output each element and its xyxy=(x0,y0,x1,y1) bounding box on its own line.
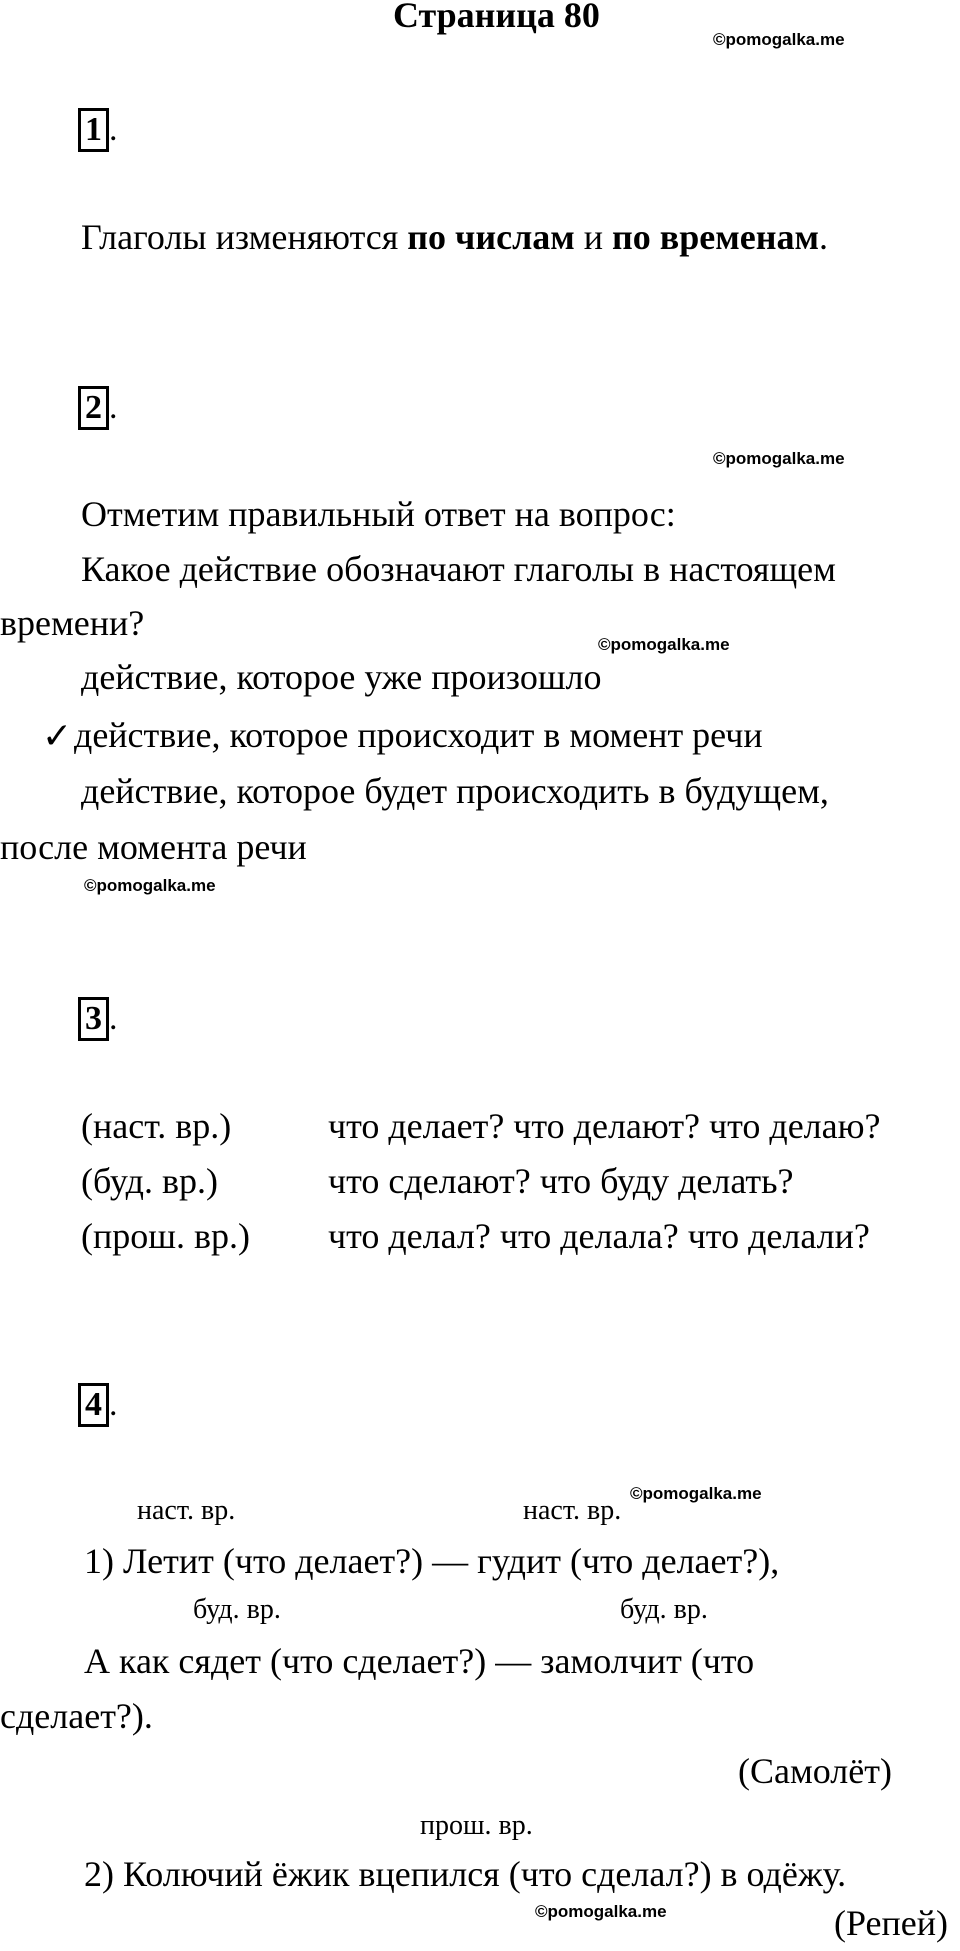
task-1-text: Глаголы изменяются по числам и по временам. xyxy=(81,217,828,257)
task-4-number: 4 . xyxy=(78,1383,118,1427)
tense-questions: что делал? что делала? что делали? xyxy=(328,1216,870,1256)
watermark: ©pomogalka.me xyxy=(84,876,216,895)
task-number-box: 2 xyxy=(78,386,109,430)
tense-label: (буд. вр.) xyxy=(81,1161,218,1201)
watermark: ©pomogalka.me xyxy=(598,635,730,654)
tense-questions: что сделают? что буду делать? xyxy=(328,1161,794,1201)
task-2-option-2: действие, которое происходит в момент речи xyxy=(74,715,763,755)
task-number-box: 4 xyxy=(78,1383,109,1427)
check-mark-icon: ✓ xyxy=(42,716,73,757)
tense-annotation: наст. вр. xyxy=(523,1495,622,1526)
task-2-question-line1: Какое действие обозначают глаголы в настоящем xyxy=(81,549,836,589)
bold-term: по числам xyxy=(407,217,575,257)
bold-term: по временам xyxy=(612,217,819,257)
riddle-2-answer: (Репей) xyxy=(834,1903,949,1943)
tense-label: (прош. вр.) xyxy=(81,1216,250,1256)
task-number-box: 3 xyxy=(78,997,109,1041)
tense-questions: что делает? что делают? что делаю? xyxy=(328,1106,881,1146)
page-title: Страница 80 xyxy=(393,0,600,35)
riddle-1-answer: (Самолёт) xyxy=(738,1751,892,1791)
task-2-number: 2 . xyxy=(78,386,118,430)
task-2-option-1: действие, которое уже произошло xyxy=(81,657,602,697)
riddle-2-line1: 2) Колючий ёжик вцепился (что сделал?) в одёжу. xyxy=(84,1854,847,1894)
task-1-number: 1 . xyxy=(78,108,118,152)
watermark: ©pomogalka.me xyxy=(535,1902,667,1921)
riddle-1-line1: 1) Летит (что делает?) — гудит (что делает?), xyxy=(84,1541,780,1581)
task-2-question-line2: времени? xyxy=(0,603,145,643)
task-2-option-3-line2: после момента речи xyxy=(0,827,307,867)
task-number-box: 1 xyxy=(78,108,109,152)
tense-annotation: прош. вр. xyxy=(420,1810,533,1841)
tense-annotation: буд. вр. xyxy=(620,1594,708,1625)
task-2-option-3-line1: действие, которое будет происходить в будущем, xyxy=(81,771,829,811)
task-2-intro: Отметим правильный ответ на вопрос: xyxy=(81,494,676,534)
tense-label: (наст. вр.) xyxy=(81,1106,232,1146)
task-3-number: 3 . xyxy=(78,997,118,1041)
watermark: ©pomogalka.me xyxy=(630,1484,762,1503)
riddle-1-line2: А как сядет (что сделает?) — замолчит (что xyxy=(84,1641,755,1681)
watermark: ©pomogalka.me xyxy=(713,30,845,49)
tense-annotation: буд. вр. xyxy=(193,1594,281,1625)
riddle-1-line3: сделает?). xyxy=(0,1696,153,1736)
watermark: ©pomogalka.me xyxy=(713,449,845,468)
tense-annotation: наст. вр. xyxy=(137,1495,236,1526)
